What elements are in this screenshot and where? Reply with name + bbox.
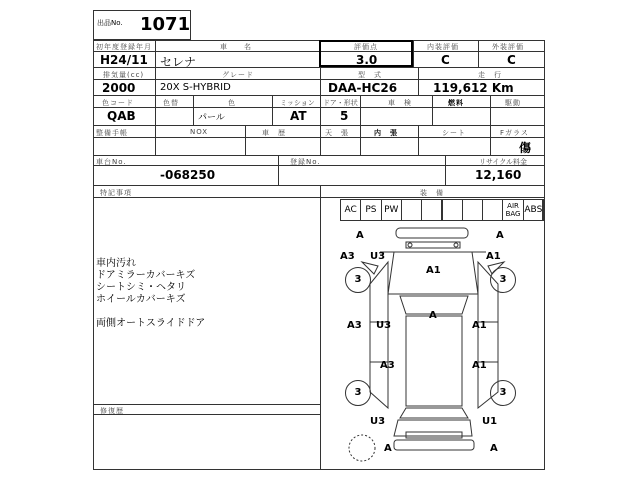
grade-label: グレード: [222, 71, 254, 79]
color-code-value: QAB: [107, 109, 136, 123]
mission-value: AT: [290, 109, 307, 123]
damage-mark: A: [490, 443, 498, 454]
damage-mark: A: [429, 310, 437, 321]
damage-mark: A1: [472, 320, 487, 331]
damage-mark: A3: [347, 320, 362, 331]
equipment-item: [442, 199, 463, 221]
exterior-rating-label: 外装評価: [492, 43, 524, 51]
drive-label: 駆動: [505, 99, 521, 107]
equipment-item: [462, 199, 483, 221]
note-line: シートシミ・ヘタリ: [96, 282, 186, 293]
wheel-rear-left: 3: [345, 380, 371, 406]
note-line: [96, 306, 205, 318]
note-line: ドアミラーカバーキズ: [96, 270, 196, 281]
wheel-front-left: 3: [345, 267, 371, 293]
equipment-label: 装 備: [420, 189, 444, 197]
mileage-label: 走 行: [478, 71, 502, 79]
glass-label: Fガラス: [500, 129, 529, 137]
damage-mark: U1: [482, 416, 498, 427]
interior-rating-value: C: [441, 53, 450, 67]
mission-label: ミッション: [280, 99, 315, 107]
doors-label: ドア・形状: [323, 99, 358, 107]
score-label: 評価点: [354, 43, 378, 51]
mileage-value: 119,612 Km: [433, 81, 514, 95]
displacement-value: 2000: [102, 81, 136, 95]
interior-lining-label: 内 張: [374, 129, 398, 137]
damage-mark: A: [356, 230, 364, 241]
recycle-value: 12,160: [475, 168, 522, 182]
chassis-value: -068250: [160, 168, 216, 182]
vehicle-diagram: [322, 222, 544, 468]
reg-date-label: 初年度登録年月: [96, 43, 152, 51]
equipment-item: AC: [340, 199, 361, 221]
color-change-label: 色替: [163, 99, 179, 107]
model-label: 車 名: [220, 43, 252, 51]
damage-mark: U3: [370, 251, 386, 262]
note-line: ホイールカバーキズ: [96, 294, 186, 305]
damage-mark: U3: [376, 320, 392, 331]
registration-label: 登録No.: [290, 158, 321, 166]
seat-label: シート: [442, 129, 466, 137]
wheel-front-right: 3: [490, 267, 516, 293]
equipment-item: AIR BAG: [502, 199, 523, 221]
damage-mark: A1: [426, 265, 441, 276]
grade-value: 20X S-HYBRID: [160, 82, 231, 93]
note-line: 車内汚れ: [96, 258, 136, 269]
doors-value: 5: [340, 109, 349, 123]
notes-list: [96, 258, 205, 330]
equipment-item: ABS: [523, 199, 544, 221]
color-label: 色: [228, 99, 236, 107]
reg-date-value: H24/11: [100, 53, 148, 67]
damage-mark: A: [384, 443, 392, 454]
damage-mark: A1: [472, 360, 487, 371]
lot-number: 1071: [140, 14, 191, 35]
damage-mark: U3: [370, 416, 386, 427]
equipment-item: [421, 199, 442, 221]
score-value: 3.0: [356, 53, 378, 67]
displacement-label: 排気量(cc): [103, 71, 145, 79]
lot-label: 出品No.: [97, 19, 123, 27]
color-code-label: 色コード: [102, 99, 134, 107]
chassis-label: 車台No.: [96, 158, 127, 166]
type-value: DAA-HC26: [328, 81, 398, 95]
model-value: セレナ: [160, 55, 197, 69]
exterior-rating-value: C: [507, 53, 516, 67]
color-value: パール: [198, 113, 225, 123]
fuel-label: 燃料: [448, 99, 464, 107]
roof-label: 天 張: [325, 129, 349, 137]
type-label: 型 式: [358, 71, 382, 79]
wheel-rear-right: 3: [490, 380, 516, 406]
damage-mark: A1: [486, 251, 501, 262]
nox-label: NOX: [190, 128, 209, 136]
history-label: 車 歴: [262, 129, 286, 137]
inspection-label: 車 検: [388, 99, 412, 107]
damage-mark: A3: [340, 251, 355, 262]
equipment-item: PS: [360, 199, 381, 221]
damage-mark: A3: [380, 360, 395, 371]
recycle-label: リサイクル料金: [479, 158, 528, 166]
manual-label: 整備手帳: [96, 129, 128, 137]
note-line: 両側オートスライドドア: [96, 318, 206, 329]
equipment-item: [482, 199, 503, 221]
repair-history-label: 修復歴: [100, 407, 124, 415]
equipment-item: [401, 199, 422, 221]
damage-mark: A: [496, 230, 504, 241]
interior-rating-label: 内装評価: [427, 43, 459, 51]
equipment-item: PW: [381, 199, 402, 221]
glass-value: 傷: [519, 141, 532, 155]
notes-label: 特記事項: [100, 189, 132, 197]
